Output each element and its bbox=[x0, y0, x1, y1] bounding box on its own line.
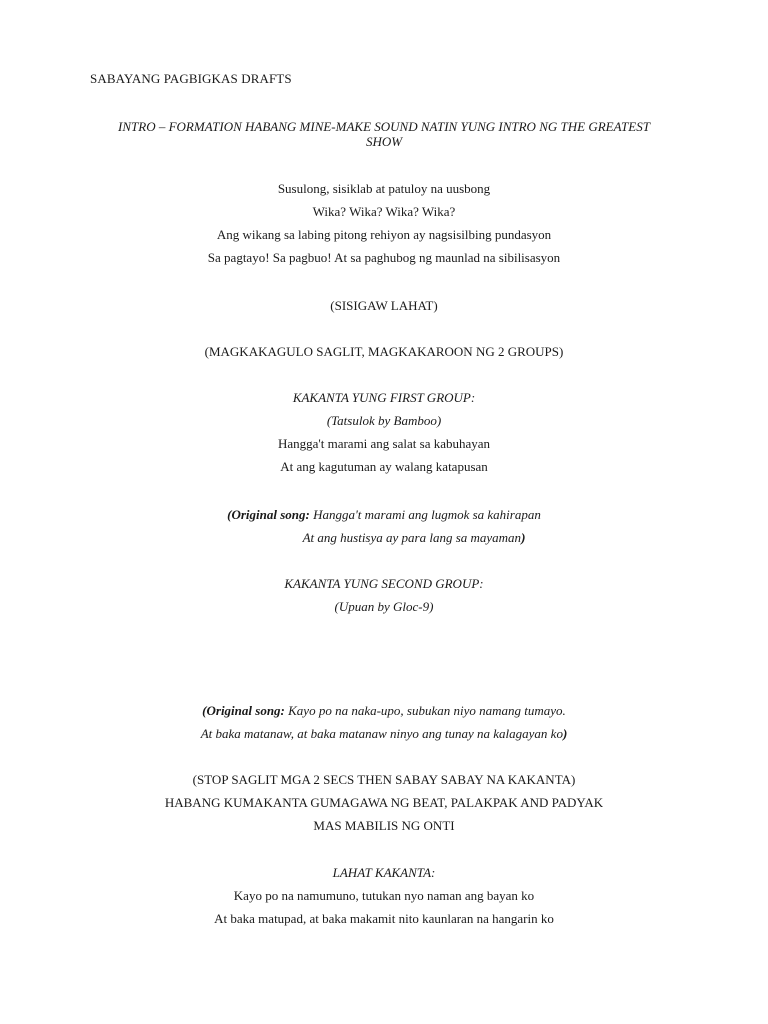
group1-original-line-1 bbox=[0, 507, 768, 523]
verse-line-4: Sa pagtayo! Sa pagbuo! At sa paghubog ng maunlad na sibilisasyon bbox=[207, 250, 561, 265]
group2-original-close: ) bbox=[562, 726, 568, 741]
cue-shout: (SISIGAW LAHAT) bbox=[330, 298, 438, 313]
group1-heading: KAKANTA YUNG FIRST GROUP: bbox=[292, 390, 476, 405]
group1-original-text-1: Hangga't marami ang lugmok sa kahirapan bbox=[309, 507, 541, 522]
all-sing-line-2: At baka matupad, at baka makamit nito kaunlaran na hangarin ko bbox=[214, 911, 554, 926]
intro-direction: INTRO – FORMATION HABANG MINE-MAKE SOUND NATIN YUNG INTRO NG THE GREATEST SHOW bbox=[118, 119, 650, 149]
group2-heading: KAKANTA YUNG SECOND GROUP: bbox=[284, 576, 484, 591]
cue-stop-line-1: (STOP SAGLIT MGA 2 SECS THEN SABAY SABAY NA KAKANTA) bbox=[192, 772, 576, 787]
cue-groups: (MAGKAKAGULO SAGLIT, MAGKAKAROON NG 2 GROUPS) bbox=[204, 344, 564, 359]
verse-line-3: Ang wikang sa labing pitong rehiyon ay nagsisilbing pundasyon bbox=[216, 227, 552, 242]
cue-stop-line-3: MAS MABILIS NG ONTI bbox=[313, 818, 455, 833]
group1-original-line-2 bbox=[30, 530, 768, 546]
group2-original-line-2 bbox=[0, 726, 768, 742]
group2-original-text-1: Kayo po na naka-upo, subukan niyo namang tumayo. bbox=[284, 703, 566, 718]
verse-line-1: Susulong, sisiklab at patuloy na uusbong bbox=[277, 181, 491, 196]
group1-original-text-2: At ang hustisya ay para lang sa mayaman bbox=[302, 530, 522, 545]
group1-original-label: (Original song: bbox=[227, 507, 310, 522]
all-sing-line-1: Kayo po na namumuno, tutukan nyo naman ang bayan ko bbox=[233, 888, 535, 903]
cue-stop-line-2: HABANG KUMAKANTA GUMAGAWA NG BEAT, PALAKPAK AND PADYAK bbox=[164, 795, 604, 810]
verse-line-2: Wika? Wika? Wika? Wika? bbox=[312, 204, 456, 219]
all-sing-heading: LAHAT KAKANTA: bbox=[332, 865, 436, 880]
group2-original-line-1 bbox=[0, 703, 768, 719]
group1-original-close: ) bbox=[521, 530, 526, 545]
group1-song: (Tatsulok by Bamboo) bbox=[326, 413, 442, 428]
group2-original-text-2: At baka matanaw, at baka matanaw ninyo ang tunay na kalagayan ko bbox=[200, 726, 563, 741]
group2-song: (Upuan by Gloc-9) bbox=[334, 599, 434, 614]
document-title: SABAYANG PAGBIGKAS DRAFTS bbox=[90, 71, 292, 86]
group1-line-2: At ang kagutuman ay walang katapusan bbox=[280, 459, 488, 474]
group1-line-1: Hangga't marami ang salat sa kabuhayan bbox=[277, 436, 491, 451]
group2-original-label: (Original song: bbox=[202, 703, 285, 718]
